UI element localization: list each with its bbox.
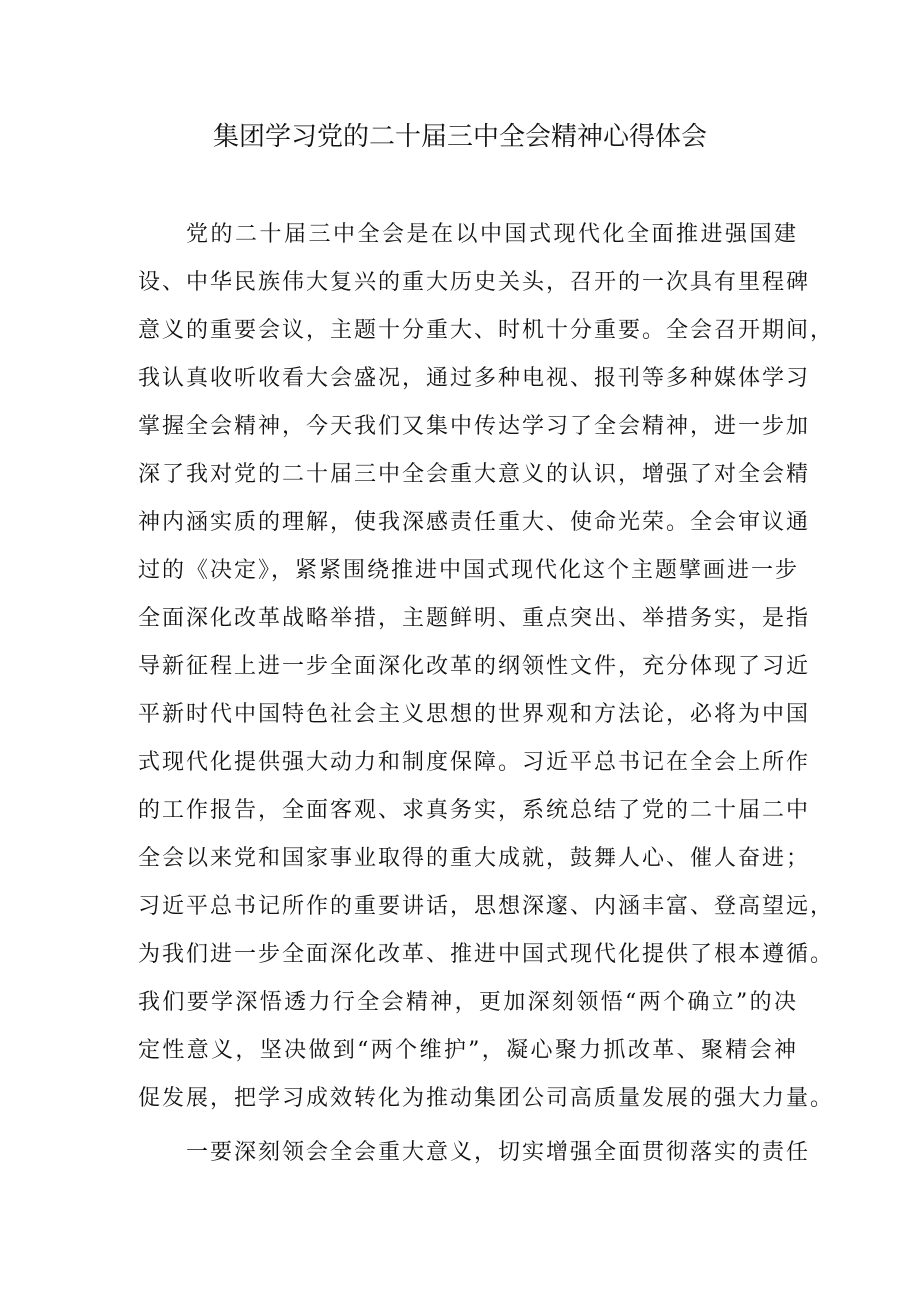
paragraph-line: 习近平总书记所作的重要讲话，思想深邃、内涵丰富、登高望远， <box>138 894 835 919</box>
paragraph-line: 设、中华民族伟大复兴的重大历史关头，召开的一次具有里程碑 <box>138 270 811 295</box>
document-title: 集团学习党的二十届三中全会精神心得体会 <box>212 122 707 152</box>
paragraph-1 <box>138 211 835 1123</box>
paragraph-line: 掌握全会精神，今天我们又集中传达学习了全会精神，进一步加 <box>138 414 811 439</box>
paragraph-line: 定性意义，坚决做到“两个维护”，凝心聚力抓改革、聚精会神 <box>138 1038 798 1063</box>
paragraph-line: 全会以来党和国家事业取得的重大成就，鼓舞人心、催人奋进； <box>138 846 811 871</box>
paragraph-line: 促发展，把学习成效转化为推动集团公司高质量发展的强大力量。 <box>138 1086 835 1111</box>
paragraph-line: 导新征程上进一步全面深化改革的纲领性文件，充分体现了习近 <box>138 654 811 679</box>
paragraph-line: 过的《决定》，紧紧围绕推进中国式现代化这个主题擘画进一步 <box>138 558 800 583</box>
paragraph-line: 党的二十届三中全会是在以中国式现代化全面推进强国建 <box>186 222 798 247</box>
paragraph-line: 我认真收听收看大会盛况，通过多种电视、报刊等多种媒体学习 <box>138 366 811 391</box>
paragraph-line: 一要深刻领会全会重大意义，切实增强全面贯彻落实的责任 <box>186 1140 811 1165</box>
paragraph-line: 式现代化提供强大动力和制度保障。习近平总书记在全会上所作 <box>138 750 811 775</box>
paragraph-2 <box>138 1129 811 1177</box>
paragraph-line: 平新时代中国特色社会主义思想的世界观和方法论，必将为中国 <box>138 702 811 727</box>
paragraph-line: 意义的重要会议，主题十分重大、时机十分重要。全会召开期间， <box>138 318 835 343</box>
paragraph-line: 我们要学深悟透力行全会精神，更加深刻领悟“两个确立”的决 <box>138 990 798 1015</box>
paragraph-line: 的工作报告，全面客观、求真务实，系统总结了党的二十届二中 <box>138 798 811 823</box>
paragraph-line: 深了我对党的二十届三中全会重大意义的认识，增强了对全会精 <box>138 462 811 487</box>
paragraph-line: 为我们进一步全面深化改革、推进中国式现代化提供了根本遵循。 <box>138 942 835 967</box>
paragraph-line: 神内涵实质的理解，使我深感责任重大、使命光荣。全会审议通 <box>138 510 811 535</box>
paragraph-line: 全面深化改革战略举措，主题鲜明、重点突出、举措务实，是指 <box>138 606 811 631</box>
